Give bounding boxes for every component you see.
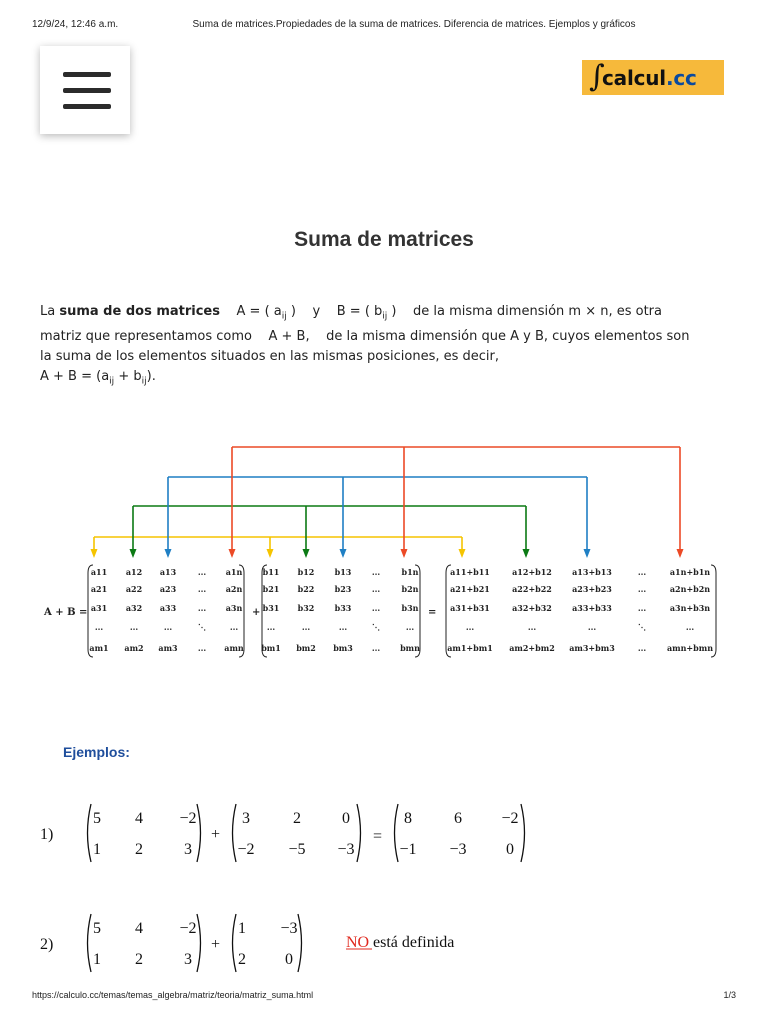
matrix-a-entry: ⋱ [198, 622, 206, 632]
matrix-b-entry: ... [338, 622, 348, 632]
equals-sign: = [373, 828, 383, 845]
matrix-b-entry: ... [266, 622, 276, 632]
not-defined-text: está definida [373, 934, 455, 951]
ex1-matrix-a-entry: 1 [93, 841, 101, 858]
ex1-matrix-b-entry: 0 [342, 810, 350, 827]
matrix-a-entry: ... [197, 603, 207, 613]
ex1-matrix-c-entry: −2 [501, 810, 519, 827]
matrix-sum-entry: ... [637, 643, 647, 653]
ex1-matrix-b-entry: −5 [288, 841, 306, 858]
not-defined-red-text: NO [346, 934, 370, 951]
ex2-matrix-a-entry: −2 [179, 920, 197, 937]
examples-heading: Ejemplos: [63, 744, 130, 760]
diagram-plus-sign: + [252, 607, 261, 618]
matrix-sum-entry: ... [637, 584, 647, 594]
ex2-matrix-b-entry: 0 [285, 951, 293, 968]
ex1-matrix-b-entry: 3 [242, 810, 250, 827]
ex1-matrix-c-entry: −1 [399, 841, 417, 858]
matrix-a-entry: a2n [225, 584, 243, 594]
matrix-b-entry: b23 [334, 584, 352, 594]
matrix-b-entry: b21 [262, 584, 280, 594]
matrix-a-entry: a31 [90, 603, 108, 613]
arrowhead-icon [401, 549, 408, 558]
ex1-matrix-a-entry: −2 [179, 810, 197, 827]
ex1-matrix-c-right-paren [521, 804, 525, 862]
matrix-a-entry: a12 [125, 567, 143, 577]
ex1-matrix-b-entry: −3 [337, 841, 355, 858]
matrix-sum-entry: a32+b32 [512, 603, 552, 613]
matrix-a-entry: amn [224, 643, 244, 653]
print-page-title: Suma de matrices.Propiedades de la suma de matrices. Diferencia de matrices. Ejemplos y gráficos [192, 19, 636, 30]
ex1-matrix-b-entry: −2 [237, 841, 255, 858]
matrix-sum-entry: a21+b21 [450, 584, 490, 594]
ex2-matrix-a-entry: 4 [135, 920, 143, 937]
matrix-b-entry: bm1 [261, 643, 281, 653]
matrix-sum-entry: a12+b12 [512, 567, 552, 577]
arrowhead-icon [523, 549, 530, 558]
print-date: 12/9/24, 12:46 a.m. [32, 19, 119, 30]
ex1-matrix-c-entry: −3 [449, 841, 467, 858]
matrix-a-entry: am2 [124, 643, 144, 653]
menu-icon-bar [63, 88, 111, 93]
arrowhead-icon [677, 549, 684, 558]
matrix-a-entry: a1n [225, 567, 243, 577]
ex1-matrix-a-entry: 2 [135, 841, 143, 858]
matrix-b-entry: ... [371, 643, 381, 653]
arrowhead-icon [303, 549, 310, 558]
matrix-b-entry: b3n [401, 603, 419, 613]
integral-icon: ∫ [589, 59, 605, 94]
matrix-a-entry: a21 [90, 584, 108, 594]
matrix-b-entry: b33 [334, 603, 352, 613]
menu-icon-bar [63, 104, 111, 109]
matrix-sum-entry: ... [637, 567, 647, 577]
ex2-matrix-b-entry: 2 [238, 951, 246, 968]
matrix-sum-entry: am3+bm3 [569, 643, 615, 653]
matrix-a-entry: ... [197, 643, 207, 653]
ex1-matrix-b-left-paren [233, 804, 237, 862]
matrix-b-entry: b11 [262, 567, 280, 577]
ex1-matrix-c-entry: 0 [506, 841, 514, 858]
ex1-matrix-a-left-paren [88, 804, 92, 862]
arrowhead-icon [584, 549, 591, 558]
hamburger-menu-button[interactable] [40, 46, 130, 134]
matrix-b-entry: ... [371, 584, 381, 594]
ex1-matrix-a-entry: 5 [93, 810, 101, 827]
matrix-sum-entry: ... [637, 603, 647, 613]
matrix-sum-entry: ... [587, 622, 597, 632]
ex2-matrix-a-entry: 2 [135, 951, 143, 968]
matrix-sum-entry: ... [685, 622, 695, 632]
matrix-sum-entry: a23+b23 [572, 584, 612, 594]
ex2-matrix-a-entry: 5 [93, 920, 101, 937]
matrix-sum-entry: am1+bm1 [447, 643, 493, 653]
ex2-matrix-b-left-paren [233, 914, 237, 972]
matrix-sum-entry: a1n+b1n [669, 567, 711, 577]
matrix-a-entry: ... [163, 622, 173, 632]
example-label: 1) [40, 826, 54, 843]
print-url: https://calculo.cc/temas/temas_algebra/matriz/teoria/matriz_suma.html [32, 990, 314, 1000]
ex1-matrix-c-left-paren [395, 804, 399, 862]
matrix-a-entry: a32 [125, 603, 143, 613]
matrix-sum-entry: a31+b31 [450, 603, 490, 613]
matrix-a-entry: ... [94, 622, 104, 632]
arrowhead-icon [130, 549, 137, 558]
example-1 [0, 800, 768, 870]
matrix-a-entry: ... [229, 622, 239, 632]
ex2-matrix-b-right-paren [298, 914, 302, 972]
example-2 [0, 910, 768, 980]
ex2-matrix-a-entry: 1 [93, 951, 101, 968]
ex2-matrix-a-right-paren [197, 914, 201, 972]
bold-term: suma de dos matrices [59, 304, 220, 319]
plus-sign: + [211, 826, 221, 843]
matrix-b-entry: ... [371, 567, 381, 577]
page-title: Suma de matrices [294, 228, 474, 251]
matrix-a-entry: ... [129, 622, 139, 632]
matrix-b-entry: ... [301, 622, 311, 632]
matrix-sum-entry: a11+b11 [450, 567, 490, 577]
ex1-matrix-c-entry: 6 [454, 810, 462, 827]
matrix-b-entry: b32 [297, 603, 315, 613]
matrix-sum-entry: am2+bm2 [509, 643, 555, 653]
diagram-equals-sign: = [428, 607, 437, 618]
site-logo[interactable] [582, 60, 724, 95]
print-footer [32, 990, 736, 1004]
menu-icon-bar [63, 72, 111, 77]
paragraph-line-2: matriz que representamos como A + B, de la misma dimensión que A y B, cuyos elementos son [40, 328, 690, 344]
arrowhead-icon [340, 549, 347, 558]
matrix-sum-entry: amn+bmn [666, 643, 714, 653]
matrix-b-entry: b13 [334, 567, 352, 577]
matrix-sum-entry: a3n+b3n [669, 603, 711, 613]
example-label: 2) [40, 936, 54, 953]
matrix-b-entry: ⋱ [372, 622, 380, 632]
arrowhead-icon [91, 549, 98, 558]
matrix-sum-entry: a22+b22 [512, 584, 552, 594]
matrix-a-entry: am3 [158, 643, 178, 653]
ex1-matrix-b-entry: 2 [293, 810, 301, 827]
matrix-a-entry: a3n [225, 603, 243, 613]
matrix-b-entry: bmn [400, 643, 420, 653]
arrowhead-icon [267, 549, 274, 558]
matrix-a-entry: a13 [159, 567, 177, 577]
plus-sign: + [211, 936, 221, 953]
ex1-matrix-a-entry: 3 [184, 841, 192, 858]
matrix-b-entry: bm2 [296, 643, 316, 653]
ex1-matrix-c-entry: 8 [404, 810, 412, 827]
matrix-b-entry: ... [405, 622, 415, 632]
matrix-a-entry: a22 [125, 584, 143, 594]
ex2-matrix-a-entry: 3 [184, 951, 192, 968]
definition-paragraph [40, 302, 730, 391]
matrix-sum-entry: a33+b33 [572, 603, 612, 613]
paragraph-line-1: La suma de dos matrices A = ( $a_{ij}$ ) y B = ( $b_{ij}$ ) de la misma dimensión m × n, es otra [40, 304, 662, 322]
matrix-a-entry: a33 [159, 603, 177, 613]
arrowhead-icon [165, 549, 172, 558]
matrix-sum-entry: ... [465, 622, 475, 632]
matrix-sum-entry: a13+b13 [572, 567, 612, 577]
ex2-matrix-b-entry: 1 [238, 920, 246, 937]
matrix-b-entry: b12 [297, 567, 315, 577]
diagram-lhs-label: A + B = [44, 607, 88, 618]
matrix-a-entry: a23 [159, 584, 177, 594]
matrix-b-entry: bm3 [333, 643, 353, 653]
matrix-b-entry: ... [371, 603, 381, 613]
matrix-a-entry: a11 [90, 567, 108, 577]
print-header [32, 19, 736, 33]
matrix-a-entry: ... [197, 584, 207, 594]
matrix-sum-entry: a2n+b2n [669, 584, 711, 594]
arrowhead-icon [229, 549, 236, 558]
matrix-a-entry: ... [197, 567, 207, 577]
matrix-sum-diagram [34, 435, 724, 665]
ex2-matrix-a-left-paren [88, 914, 92, 972]
matrix-b-entry: b31 [262, 603, 280, 613]
arrowhead-icon [459, 549, 466, 558]
ex1-matrix-a-right-paren [197, 804, 201, 862]
ex2-matrix-b-entry: −3 [280, 920, 298, 937]
matrix-sum-entry: ... [527, 622, 537, 632]
matrix-a-entry: am1 [89, 643, 109, 653]
paragraph-line-4: $A + B = (a_{ij} + b_{ij})$. [40, 368, 156, 387]
ex1-matrix-a-entry: 4 [135, 810, 143, 827]
matrix-b-entry: b1n [401, 567, 419, 577]
print-page-number: 1/3 [723, 990, 736, 1000]
logo-text: calcul.cc [602, 66, 697, 90]
paragraph-line-3: la suma de los elementos situados en las mismas posiciones, es decir, [40, 348, 500, 364]
matrix-b-entry: b22 [297, 584, 315, 594]
ex1-matrix-b-right-paren [357, 804, 361, 862]
matrix-b-entry: b2n [401, 584, 419, 594]
matrix-sum-entry: ⋱ [638, 622, 646, 632]
